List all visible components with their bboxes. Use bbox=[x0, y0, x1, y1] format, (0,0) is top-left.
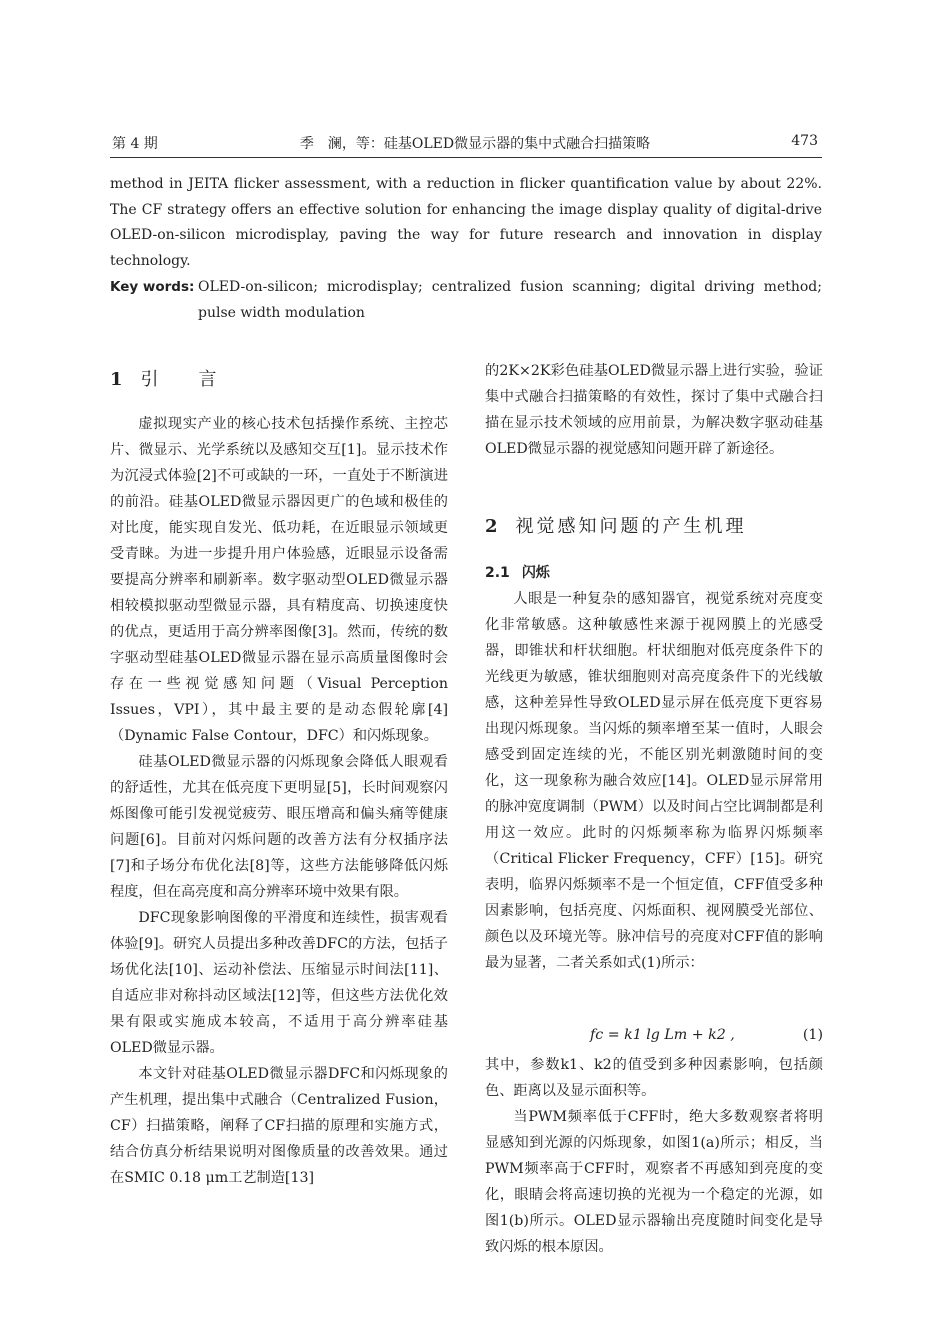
equation-1 bbox=[485, 1027, 823, 1053]
keywords-text: OLED-on-silicon; microdisplay; centralized fusion scanning; digital driving method; pulse width modulation bbox=[198, 279, 822, 321]
keywords-label: Key words: bbox=[110, 279, 195, 295]
right-column bbox=[485, 586, 823, 976]
section-1-title: 引言 bbox=[140, 369, 257, 390]
equation-number: (1) bbox=[802, 1027, 823, 1043]
paragraph: 硅基OLED微显示器的闪烁现象会降低人眼观看的舒适性，尤其在低亮度下更明显[5]，长时间观察闪烁图像可能引发视觉疲劳、眼压增高和偏头痛等健康问题[6]。目前对闪烁问题的改善方法有分权插序法[7]和子场分布优化法[8]等，这些方法能够降低闪烁程度，但在高亮度和高分辨率环境中效果有限。 bbox=[110, 754, 448, 900]
subsection-title: 闪烁 bbox=[521, 565, 550, 581]
paragraph: 当PWM频率低于CFF时，绝大多数观察者将明显感知到光源的闪烁现象，如图1(a)所示；相反，当PWM频率高于CFF时，观察者不再感知到亮度的变化，眼睛会将高速切换的光视为一个稳定的光源，如图1(b)所示。OLED显示器输出亮度随时间变化是导致闪烁的根本原因。 bbox=[485, 1109, 823, 1255]
abstract bbox=[110, 172, 822, 274]
running-title: 季 澜，等：硅基OLED微显示器的集中式融合扫描策略 bbox=[299, 136, 651, 152]
right-column-continuation bbox=[485, 358, 823, 462]
paragraph: 其中，参数k1、k2的值受到多种因素影响，包括颜色、距离以及显示面积等。 bbox=[485, 1057, 823, 1099]
header-rule bbox=[110, 157, 822, 158]
subsection-number: 2.1 bbox=[485, 565, 510, 581]
section-1-number: 1 bbox=[110, 369, 123, 390]
paragraph: 人眼是一种复杂的感知器官，视觉系统对亮度变化非常敏感。这种敏感性来源于视网膜上的光感受器，即锥状和杆状细胞。杆状细胞对低亮度条件下的光线更为敏感，锥状细胞则对高亮度条件下的光线敏感，这种差异性导致OLED显示屏在低亮度下更容易出现闪烁现象。当闪烁的频率增至某一值时，人眼会感受到固定连续的光，不能区别光刺激随时间的变化，这一现象称为融合效应[14]。OLED显示屏常用的脉冲宽度调制（PWM）以及时间占空比调制都是利用这一效应。此时的闪烁频率称为临界闪烁频率（Critical Flicker Frequency，CFF）[15]。研究表明，临界闪烁频率不是一个恒定值，CFF值受多种因素影响，包括亮度、闪烁面积、视网膜受光部位、颜色以及环境光等。脉冲信号的亮度对CFF值的影响最为显著，二者关系如式(1)所示： bbox=[485, 591, 823, 971]
paragraph: DFC现象影响图像的平滑度和连续性，损害观看体验[9]。研究人员提出多种改善DFC的方法，包括子场优化法[10]、运动补偿法、压缩显示时间法[11]、自适应非对称抖动区域法[12]等，但这些方法优化效果有限或实施成本较高，不适用于高分辨率硅基OLED微显示器。 bbox=[110, 910, 448, 1056]
section-2-title: 视觉感知问题的产生机理 bbox=[515, 516, 747, 537]
issue-label: 第 4 期 bbox=[112, 136, 158, 152]
section-2-heading bbox=[485, 512, 747, 538]
paragraph: 本文针对硅基OLED微显示器DFC和闪烁现象的产生机理，提出集中式融合（Centralized Fusion，CF）扫描策略，阐释了CF扫描的原理和实施方式，结合仿真分析结果说明对图像质量的改善效果。通过在SMIC 0.18 μm工艺制造[13] bbox=[110, 1066, 448, 1186]
section-2-number: 2 bbox=[485, 516, 498, 537]
abstract-text: method in JEITA flicker assessment, with a reduction in flicker quantification value by about 22%. The CF strategy offers an effective solution for enhancing the image display quality of digital-drive OLED-on-silicon microdisplay, paving the way for future research and innovation in display technology. bbox=[110, 176, 822, 269]
paragraph: 虚拟现实产业的核心技术包括操作系统、主控芯片、微显示、光学系统以及感知交互[1]。显示技术作为沉浸式体验[2]不可或缺的一环，一直处于不断演进的前沿。硅基OLED微显示器因更广的色域和极佳的对比度，能实现自发光、低功耗，在近眼显示领域更受青睐。为进一步提升用户体验感，近眼显示设备需要提高分辨率和刷新率。数字驱动型OLED微显示器相较模拟驱动型微显示器，具有精度高、切换速度快的优点，更适用于高分辨率图像[3]。然而，传统的数字驱动型硅基OLED微显示器在显示高质量图像时会存在一些视觉感知问题（Visual Perception Issues，VPI），其中最主要的是动态假轮廓[4]（Dynamic False Contour，DFC）和闪烁现象。 bbox=[110, 416, 448, 744]
equation-formula: fc = k1 lg Lm + k2 , bbox=[590, 1027, 735, 1043]
left-column bbox=[110, 411, 448, 1191]
section-1-heading bbox=[110, 365, 257, 391]
paragraph: 的2K×2K彩色硅基OLED微显示器上进行实验，验证集中式融合扫描策略的有效性，探讨了集中式融合扫描在显示技术领域的应用前景，为解决数字驱动硅基OLED微显示器的视觉感知问题开辟了新途径。 bbox=[485, 363, 823, 457]
subsection-2-1-heading bbox=[485, 562, 550, 582]
right-column-bottom bbox=[485, 1052, 823, 1260]
page-number: 473 bbox=[791, 133, 818, 149]
